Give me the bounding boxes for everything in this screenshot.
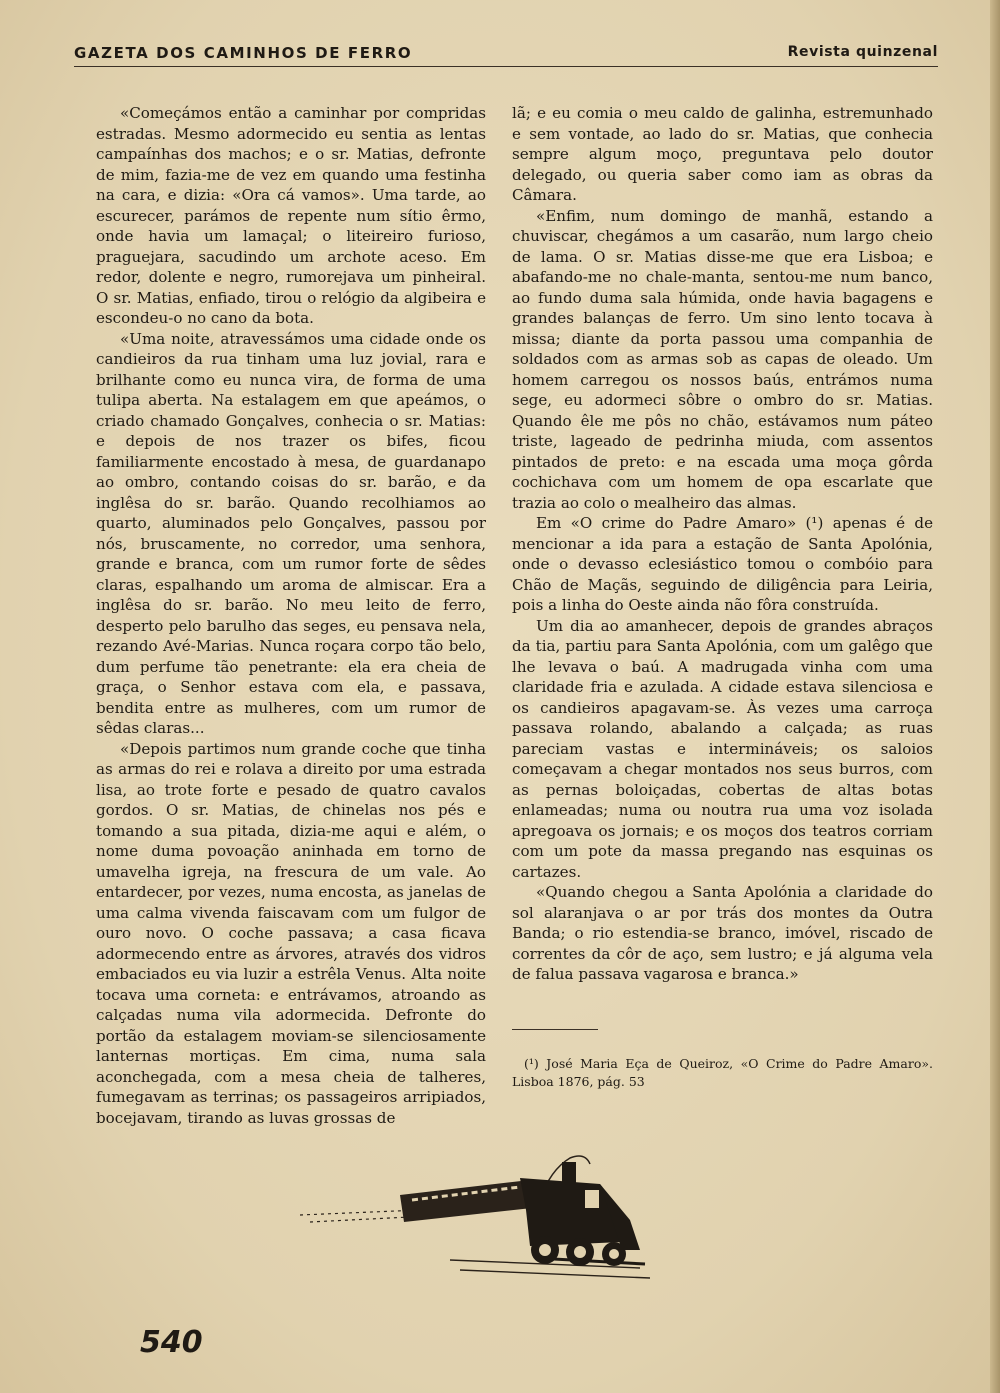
left-column (96, 103, 486, 1128)
paragraph: Um dia ao amanhecer, depois de grandes abraços da tia, partiu para Santa Apolónia, com um galêgo que lhe levava o baú. A madrugada vinha com uma claridade fria e azulada. A cidade estava silenciosa e os candieiros apagavam-se. Às vezes uma carroça passava rolando, abalando a calçada; as ruas pareciam vastas e intermináveis; os saloios começavam a chegar montados nos seus burros, com as pernas boloiçadas, cobertas de altas botas enlameadas; numa ou noutra rua uma voz isolada apregoava os jornais; e os moços dos teatros corriam com um pote da massa pregando nas esquinas os cartazes. (512, 616, 933, 881)
paragraph: «Quando chegou a Santa Apolónia a claridade do sol alaranjava o ar por trás dos montes da Outra Banda; o rio estendia-se branco, imóvel, riscado de correntes da côr de aço, sem lustro; e já alguma vela de falua passava vagarosa e branca.» (512, 883, 933, 983)
paragraph: lã; e eu comia o meu caldo de galinha, estremunhado e sem vontade, ao lado do sr. Matias, que conhecia sempre algum moço, preguntava pelo doutor delegado, ou queria saber como iam as obras da Câmara. (512, 104, 933, 204)
right-column (512, 103, 933, 985)
steam-locomotive-icon (300, 1150, 680, 1280)
footnote: (¹) José Maria Eça de Queiroz, «O Crime do Padre Amaro». Lisboa 1876, pág. 53 (512, 1056, 933, 1089)
paragraph: «Enfim, num domingo de manhã, estando a chuviscar, chegámos a um casarão, num largo cheio de lama. O sr. Matias disse-me que era Lisboa; e abafando-me no chale-manta, sentou-me num banco, ao fundo duma sala húmida, onde havia bagagens e grandes balanças de ferro. Um sino lento tocava à missa; diante da porta passou uma companhia de soldados com as armas sob as capas de oleado. Um homem carregou os nossos baús, entrámos numa sege, eu adormeci sôbre o ombro do sr. Matias. Quando êle me pôs no chão, estávamos num páteo triste, lageado de pedrinha miuda, com assentos pintados de preto: e na escada uma moça gôrda cochichava com um homem de opa escarlate que trazia ao colo o mealheiro das almas. (512, 206, 933, 512)
journal-subtitle: Revista quinzenal (787, 44, 938, 60)
journal-title: GAZETA DOS CAMINHOS DE FERRO (74, 44, 413, 62)
paragraph: «Depois partimos num grande coche que tinha as armas do rei e rolava a direito por uma estrada lisa, ao trote forte e pesado de quatro cavalos gordos. O sr. Matias, de chinelas nos pés e tomando a sua pitada, dizia-me aqui e além, o nome duma povoação aninhada em torno de umavelha igreja, na frescura de um vale. Ao entardecer, por vezes, numa encosta, as janelas de uma calma vivenda faiscavam com um fulgor de ouro novo. O coche passava; a casa ficava adormecendo entre as árvores, através dos vidros embaciados eu via luzir a estrêla Venus. Alta noite tocava uma corneta: e entrávamos, atroando as calçadas numa vila adormecida. Defronte do portão da estalagem moviam-se silenciosamente lanternas mortiças. Em cima, numa sala aconchegada, com a mesa cheia de talheres, fumegavam as terrinas; os passageiros arripiados, bocejavam, tirando as luvas grossas de (96, 739, 486, 1127)
paragraph: «Começámos então a caminhar por compridas estradas. Mesmo adormecido eu sentia as lentas campaínhas dos machos; e o sr. Matias, defronte de mim, fazia-me de vez em quando uma festinha na cara, e dizia: «Ora cá vamos». Uma tarde, ao escurecer, parámos de repente num sítio êrmo, onde havia um lamaçal; o liteireiro furioso, praguejara, sacudindo um archote aceso. Em redor, dolente e negro, rumorejava um pinheiral. O sr. Matias, enfiado, tirou o relógio da algibeira e escondeu-o no cano da bota. (96, 104, 486, 327)
paragraph: «Uma noite, atravessámos uma cidade onde os candieiros da rua tinham uma luz jovial, rara e brilhante como eu nunca vira, de forma de uma tulipa aberta. Na estalagem em que apeámos, o criado chamado Gonçalves, conhecia o sr. Matias: e depois de nos trazer os bifes, ficou familiarmente encostado à mesa, de guardanapo ao ombro, contando coisas do sr. barão, e da inglêsa do sr. barão. Quando recolhiamos ao quarto, aluminados pelo Gonçalves, passou por nós, bruscamente, no corredor, uma senhora, grande e branca, com um rumor forte de sêdes claras, espalhando um aroma de almiscar. Era a inglêsa do sr. barão. No meu leito de ferro, desperto pelo barulho das seges, eu pensava nela, rezando Avé-Marias. Nunca roçara corpo tão belo, dum perfume tão penetrante: ela era cheia de graça, o Senhor estava com ela, e passava, bendita entre as mulheres, com um rumor de sêdas claras... (96, 329, 486, 737)
page-edge (990, 0, 1000, 1393)
paragraph: Em «O crime do Padre Amaro» (¹) apenas é de mencionar a ida para a estação de Santa Apolónia, onde o devasso eclesiástico tomou o combóio para Chão de Maçãs, seguindo de diligência para Leiria, pois a linha do Oeste ainda não fôra construída. (512, 514, 933, 614)
running-header (74, 42, 938, 67)
footnote-rule (512, 1029, 598, 1030)
page-number: 540 (140, 1325, 203, 1360)
